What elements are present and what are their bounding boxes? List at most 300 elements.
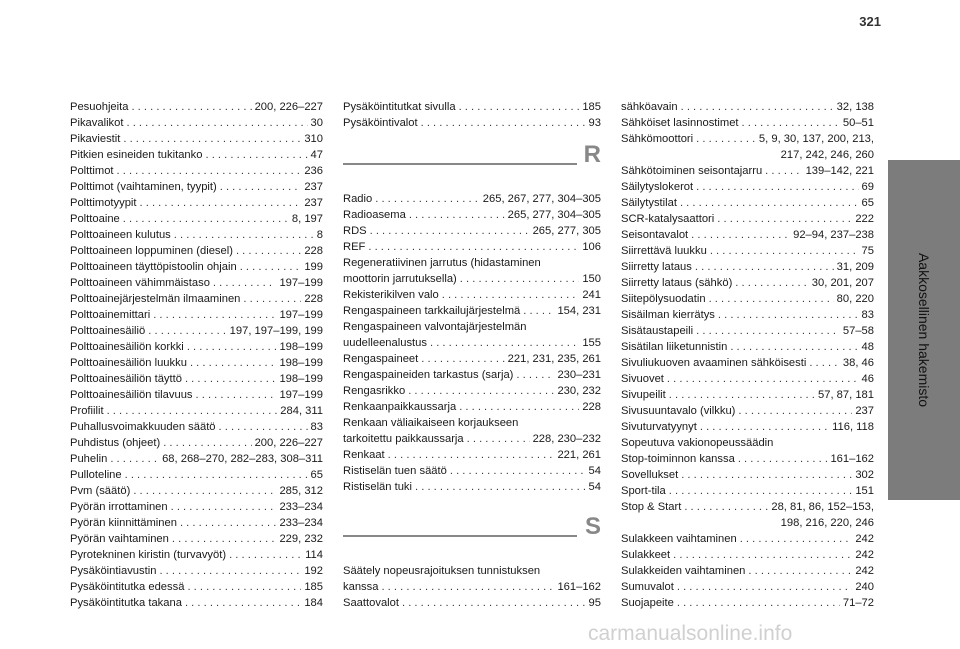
index-entry <box>70 339 323 355</box>
index-entry <box>621 131 874 147</box>
page-refs: 229, 232 <box>279 533 323 545</box>
index-column-2 <box>343 99 601 611</box>
dot-leader <box>415 479 586 495</box>
index-term: Polttimotyypit <box>70 197 137 209</box>
page-refs: 68, 268–270, 282–283, 308–311 <box>162 453 323 465</box>
page-refs: 197–199 <box>279 277 323 289</box>
dot-leader <box>131 99 251 115</box>
dot-leader <box>696 179 858 195</box>
index-term: kanssa <box>343 581 379 593</box>
index-term: Pitkien esineiden tukitanko <box>70 149 203 161</box>
index-term: Puhelin <box>70 453 108 465</box>
index-term: Rengaspaineiden tarkastus (sarja) <box>343 369 514 381</box>
dot-leader <box>409 207 505 223</box>
index-term: Siirretty lataus (sähkö) <box>621 277 733 289</box>
index-entry <box>621 323 874 339</box>
page-refs: 241 <box>582 289 601 301</box>
index-term: Polttoaineen vähimmäistaso <box>70 277 210 289</box>
index-entry <box>70 547 323 563</box>
index-entry <box>343 271 601 287</box>
page-refs: 8, 197 <box>291 213 323 225</box>
page-refs: 198–199 <box>279 373 323 385</box>
dot-leader <box>738 403 852 419</box>
index-term: Polttoainesäiliön täyttö <box>70 373 182 385</box>
dot-leader <box>388 447 555 463</box>
dot-leader <box>669 387 815 403</box>
dot-leader <box>107 403 278 419</box>
index-term: Sähkötoiminen seisontajarru <box>621 165 763 177</box>
page-refs: 197–199 <box>279 389 323 401</box>
index-entry <box>621 179 874 195</box>
page-refs: 199 <box>304 261 323 273</box>
index-term: Sivuovet <box>621 373 664 385</box>
dot-leader <box>370 223 530 239</box>
index-entry <box>343 115 601 131</box>
page-refs: 69 <box>861 181 874 193</box>
index-term: Polttoainesäiliön tilavuus <box>70 389 193 401</box>
index-entry <box>70 131 323 147</box>
index-term: REF <box>343 241 366 253</box>
page-refs: 161–162 <box>557 581 601 593</box>
index-term: Polttoainesäiliön korkki <box>70 341 184 353</box>
index-entry <box>70 595 323 611</box>
index-entry <box>70 467 323 483</box>
section-letter: S <box>584 513 601 540</box>
index-entry <box>621 563 874 579</box>
index-entry <box>70 515 323 531</box>
dot-leader <box>220 179 302 195</box>
index-term: Polttimot <box>70 165 114 177</box>
page-refs: 284, 311 <box>280 405 323 417</box>
index-term: Seisontavalot <box>621 229 689 241</box>
dot-leader <box>171 499 277 515</box>
dot-leader <box>219 419 308 435</box>
page-refs: 57, 87, 181 <box>818 389 874 401</box>
index-entry <box>70 147 323 163</box>
page-refs: 46 <box>861 373 874 385</box>
index-entry <box>621 259 874 275</box>
index-entry <box>621 467 874 483</box>
dot-leader <box>748 563 852 579</box>
index-term: Säilytyslokerot <box>621 181 694 193</box>
page-refs: 242 <box>855 533 874 545</box>
index-entry <box>70 387 323 403</box>
index-entry-lead: Säätely nopeusrajoituksen tunnistuksen <box>343 565 541 577</box>
page-refs: 198–199 <box>279 357 323 369</box>
index-entry <box>343 463 601 479</box>
index-list-p-continued <box>343 99 601 131</box>
page-refs: 83 <box>310 421 323 433</box>
page-refs: 240 <box>855 581 874 593</box>
dot-leader <box>696 131 756 147</box>
index-term: Polttoaine <box>70 213 120 225</box>
page-refs: 80, 220 <box>836 293 874 305</box>
index-entry <box>621 243 874 259</box>
page-refs: 54 <box>588 465 601 477</box>
dot-leader <box>740 531 853 547</box>
index-entry <box>621 227 874 243</box>
index-entry <box>70 499 323 515</box>
page-refs: 200, 226–227 <box>254 101 323 113</box>
index-entry <box>343 479 601 495</box>
index-entry <box>343 287 601 303</box>
index-entry <box>621 307 874 323</box>
page-refs: 185 <box>582 101 601 113</box>
index-term: Polttoainesäiliö <box>70 325 146 337</box>
dot-leader <box>174 227 314 243</box>
index-term: Polttoaineen loppuminen (diesel) <box>70 245 233 257</box>
index-term: Pysäköintiavustin <box>70 565 157 577</box>
dot-leader <box>163 435 251 451</box>
page-refs: 47 <box>310 149 323 161</box>
index-entry <box>343 303 601 319</box>
index-term: Rengaspaineet <box>343 353 419 365</box>
page-refs: 310 <box>304 133 323 145</box>
index-entry <box>343 383 601 399</box>
index-term: Säilytystilat <box>621 197 677 209</box>
index-term: tarkoitettu paikkaussarja <box>343 433 464 445</box>
index-entry <box>70 435 323 451</box>
index-entry <box>343 447 601 463</box>
index-term: Sivupeilit <box>621 389 666 401</box>
section-rule <box>343 163 577 165</box>
page-refs: 198–199 <box>279 341 323 353</box>
index-entry <box>343 595 601 611</box>
page-refs: 230–231 <box>557 369 601 381</box>
index-entry <box>70 419 323 435</box>
index-entry-lead: Regeneratiivinen jarrutus (hidastaminen <box>343 257 541 269</box>
index-entry <box>70 307 323 323</box>
page-refs: 265, 277, 305 <box>532 225 601 237</box>
dot-leader <box>691 227 790 243</box>
index-term: Siirrettävä luukku <box>621 245 707 257</box>
dot-leader <box>205 147 307 163</box>
index-column-3 <box>621 99 874 611</box>
index-entry-lead: Sopeutuva vakionopeussäädin <box>621 437 774 449</box>
index-term: Polttoainesäiliön luukku <box>70 357 187 369</box>
index-term: Pyörän kiinnittäminen <box>70 517 177 529</box>
section-header-r <box>343 141 601 185</box>
dot-leader <box>677 579 852 595</box>
index-entry <box>343 207 601 223</box>
index-term: Puhallusvoimakkuuden säätö <box>70 421 216 433</box>
page-refs: 154, 231 <box>557 305 601 317</box>
index-term: Pesuohjeita <box>70 101 129 113</box>
page-refs: 221, 231, 235, 261 <box>507 353 601 365</box>
dot-leader <box>172 531 277 547</box>
index-term: Sivuliukuoven avaaminen sähköisesti <box>621 357 807 369</box>
index-term: Rengaspaineen tarkkailujärjestelmä <box>343 305 521 317</box>
page-refs: 200, 226–227 <box>254 437 323 449</box>
index-term: Sport-tila <box>621 485 666 497</box>
index-term: Radioasema <box>343 209 406 221</box>
watermark: carmanualsonline.info <box>588 622 793 645</box>
page-refs: 285, 312 <box>279 485 323 497</box>
index-term: Pvm (säätö) <box>70 485 131 497</box>
dot-leader <box>126 115 307 131</box>
page-refs: 116, 118 <box>832 421 874 433</box>
page-refs: 48 <box>861 341 874 353</box>
page-refs: 65 <box>310 469 323 481</box>
dot-leader <box>696 323 840 339</box>
dot-leader <box>375 191 480 207</box>
index-entry <box>70 371 323 387</box>
index-term: Polttoainemittari <box>70 309 151 321</box>
index-term: Siirretty lataus <box>621 261 692 273</box>
dot-leader <box>190 355 277 371</box>
page-refs: 233–234 <box>279 501 323 513</box>
index-entry <box>70 451 323 467</box>
index-term: Pysäköintivalot <box>343 117 418 129</box>
index-entry <box>343 351 601 367</box>
index-term: Pyörän vaihtaminen <box>70 533 169 545</box>
page-refs: 265, 277, 304–305 <box>507 209 601 221</box>
index-entry <box>343 399 601 415</box>
index-term: Pyrotekninen kiristin (turvavyöt) <box>70 549 227 561</box>
index-entry <box>343 335 601 351</box>
index-term: Sulakkeen vaihtaminen <box>621 533 737 545</box>
index-term: Sähköiset lasinnostimet <box>621 117 739 129</box>
dot-leader <box>180 515 276 531</box>
dot-leader <box>381 579 554 595</box>
index-entry <box>70 179 323 195</box>
dot-leader <box>187 339 277 355</box>
dot-leader <box>368 239 579 255</box>
index-term: Polttoaineen täyttöpistoolin ohjain <box>70 261 237 273</box>
side-tab-label: Aakkosellinen hakemisto <box>916 252 932 408</box>
index-entry <box>70 115 323 131</box>
page-refs: 185 <box>304 581 323 593</box>
dot-leader <box>742 115 840 131</box>
dot-leader <box>516 367 554 383</box>
page-refs: 192 <box>304 565 323 577</box>
dot-leader <box>523 303 554 319</box>
page-refs: 83 <box>861 309 874 321</box>
page-refs: 197–199 <box>279 309 323 321</box>
dot-leader <box>153 307 276 323</box>
page-refs: 8 <box>316 229 323 241</box>
dot-leader <box>187 579 301 595</box>
index-entry <box>343 367 601 383</box>
index-term: Pulloteline <box>70 469 122 481</box>
index-term: RDS <box>343 225 367 237</box>
page-refs: 106 <box>582 241 601 253</box>
page-refs: 197, 197–199, 199 <box>229 325 323 337</box>
page-refs: 228, 230–232 <box>532 433 601 445</box>
page-refs: 161–162 <box>830 453 874 465</box>
dot-leader <box>730 339 858 355</box>
index-entry <box>621 275 874 291</box>
index-entry <box>621 483 874 499</box>
page-refs: 184 <box>304 597 323 609</box>
index-term: Profiilit <box>70 405 104 417</box>
page-refs: 95 <box>588 597 601 609</box>
page-refs: 75 <box>861 245 874 257</box>
dot-leader <box>430 335 579 351</box>
dot-leader <box>700 419 829 435</box>
index-term: Rekisterikilven valo <box>343 289 439 301</box>
dot-leader <box>421 351 504 367</box>
dot-leader <box>695 259 834 275</box>
index-entry <box>70 531 323 547</box>
page-refs: 139–142, 221 <box>805 165 874 177</box>
index-term: Renkaat <box>343 449 385 461</box>
page-refs: 237 <box>304 197 323 209</box>
dot-leader <box>680 195 859 211</box>
index-entry <box>70 211 323 227</box>
dot-leader <box>185 371 276 387</box>
dot-leader <box>709 291 834 307</box>
index-entry <box>621 291 874 307</box>
index-entry <box>621 211 874 227</box>
index-term: Sisäilman kierrätys <box>621 309 715 321</box>
index-entry <box>621 499 874 515</box>
page-refs: 237 <box>855 405 874 417</box>
dot-leader <box>684 499 768 515</box>
index-term: SCR-katalysaattori <box>621 213 715 225</box>
page-refs: 57–58 <box>842 325 874 337</box>
page-refs: 302 <box>855 469 874 481</box>
dot-leader <box>738 451 828 467</box>
index-term: sähköavain <box>621 101 678 113</box>
index-term: Polttimot (vaihtaminen, tyypit) <box>70 181 217 193</box>
index-entry <box>621 595 874 611</box>
index-term: Sisätaustapeili <box>621 325 694 337</box>
index-entry <box>343 223 601 239</box>
page-refs: 233–234 <box>279 517 323 529</box>
page-refs: 155 <box>582 337 601 349</box>
index-entry <box>70 579 323 595</box>
page-refs: 228 <box>304 293 323 305</box>
page-refs: 237 <box>304 181 323 193</box>
page-refs: 31, 209 <box>836 261 874 273</box>
dot-leader <box>140 195 302 211</box>
index-entry <box>70 323 323 339</box>
index-term: Sivusuuntavalo (vilkku) <box>621 405 736 417</box>
page-refs: 30 <box>310 117 323 129</box>
index-term: Sulakkeiden vaihtaminen <box>621 565 746 577</box>
index-term: Pikaviestit <box>70 133 121 145</box>
index-entry <box>621 403 874 419</box>
index-entry <box>621 339 874 355</box>
index-entry <box>621 163 874 179</box>
index-term: Sumuvalot <box>621 581 674 593</box>
index-entry <box>621 99 874 115</box>
index-entry <box>621 547 874 563</box>
index-term: Sivuturvatyynyt <box>621 421 697 433</box>
index-term: Sisätilan liiketunnistin <box>621 341 728 353</box>
dot-leader <box>467 431 530 447</box>
dot-leader <box>677 595 840 611</box>
index-entry <box>70 355 323 371</box>
index-term: Renkaanpaikkaussarja <box>343 401 457 413</box>
page-refs: 230, 232 <box>557 385 601 397</box>
index-term: Pysäköintitutka edessä <box>70 581 185 593</box>
dot-leader <box>148 323 226 339</box>
dot-leader <box>196 387 277 403</box>
page-refs: 228 <box>304 245 323 257</box>
dot-leader <box>123 131 301 147</box>
index-term: Sovellukset <box>621 469 679 481</box>
dot-leader <box>213 275 277 291</box>
page-refs-continued: 217, 242, 246, 260 <box>780 149 874 161</box>
index-term: Sulakkeet <box>621 549 671 561</box>
dot-leader <box>717 211 852 227</box>
index-entry <box>70 403 323 419</box>
index-entry <box>343 239 601 255</box>
index-term: Puhdistus (ohjeet) <box>70 437 161 449</box>
index-entry-lead: Rengaspaineen valvontajärjestelmän <box>343 321 527 333</box>
index-term: Stop & Start <box>621 501 682 513</box>
dot-leader <box>185 595 301 611</box>
page-refs: 151 <box>855 485 874 497</box>
page-number: 321 <box>859 14 881 29</box>
index-term: uudelleenalustus <box>343 337 427 349</box>
dot-leader <box>459 99 580 115</box>
dot-leader <box>710 243 859 259</box>
index-entry <box>621 355 874 371</box>
index-term: Ristiselän tuen säätö <box>343 465 447 477</box>
index-entry <box>621 451 874 467</box>
dot-leader <box>123 211 289 227</box>
index-column-1 <box>70 99 323 611</box>
page-refs: 71–72 <box>842 597 874 609</box>
dot-leader <box>408 383 554 399</box>
index-entry <box>621 371 874 387</box>
page-refs: 221, 261 <box>557 449 601 461</box>
index-list-r <box>343 191 601 495</box>
dot-leader <box>459 399 579 415</box>
page-refs: 28, 81, 86, 152–153, <box>771 501 874 513</box>
page-refs: 38, 46 <box>842 357 874 369</box>
dot-leader <box>667 371 859 387</box>
index-term: Rengasrikko <box>343 385 406 397</box>
dot-leader <box>240 259 302 275</box>
index-entry <box>70 163 323 179</box>
index-term: Pysäköintitutka takana <box>70 597 182 609</box>
dot-leader <box>243 291 301 307</box>
page-refs: 50–51 <box>842 117 874 129</box>
dot-leader <box>809 355 840 371</box>
index-list-s <box>343 563 601 611</box>
page-refs: 222 <box>855 213 874 225</box>
dot-leader <box>681 99 834 115</box>
index-term: Pikavalikot <box>70 117 124 129</box>
index-term: Sähkömoottori <box>621 133 694 145</box>
index-term: Stop-toiminnon kanssa <box>621 453 735 465</box>
index-term: Saattovalot <box>343 597 399 609</box>
section-rule <box>343 535 577 537</box>
index-term: Pyörän irrottaminen <box>70 501 168 513</box>
page-refs: 54 <box>588 481 601 493</box>
index-term: Siitepölysuodatin <box>621 293 706 305</box>
index-entry <box>70 483 323 499</box>
index-entry <box>70 291 323 307</box>
index-entry <box>70 243 323 259</box>
index-entry <box>621 115 874 131</box>
index-term: Ristiselän tuki <box>343 481 413 493</box>
dot-leader <box>402 595 586 611</box>
dot-leader <box>229 547 302 563</box>
dot-leader <box>718 307 859 323</box>
dot-leader <box>125 467 308 483</box>
page-refs: 236 <box>304 165 323 177</box>
dot-leader <box>110 451 159 467</box>
dot-leader <box>669 483 853 499</box>
index-entry <box>70 99 323 115</box>
dot-leader <box>421 115 586 131</box>
index-entry <box>343 579 601 595</box>
